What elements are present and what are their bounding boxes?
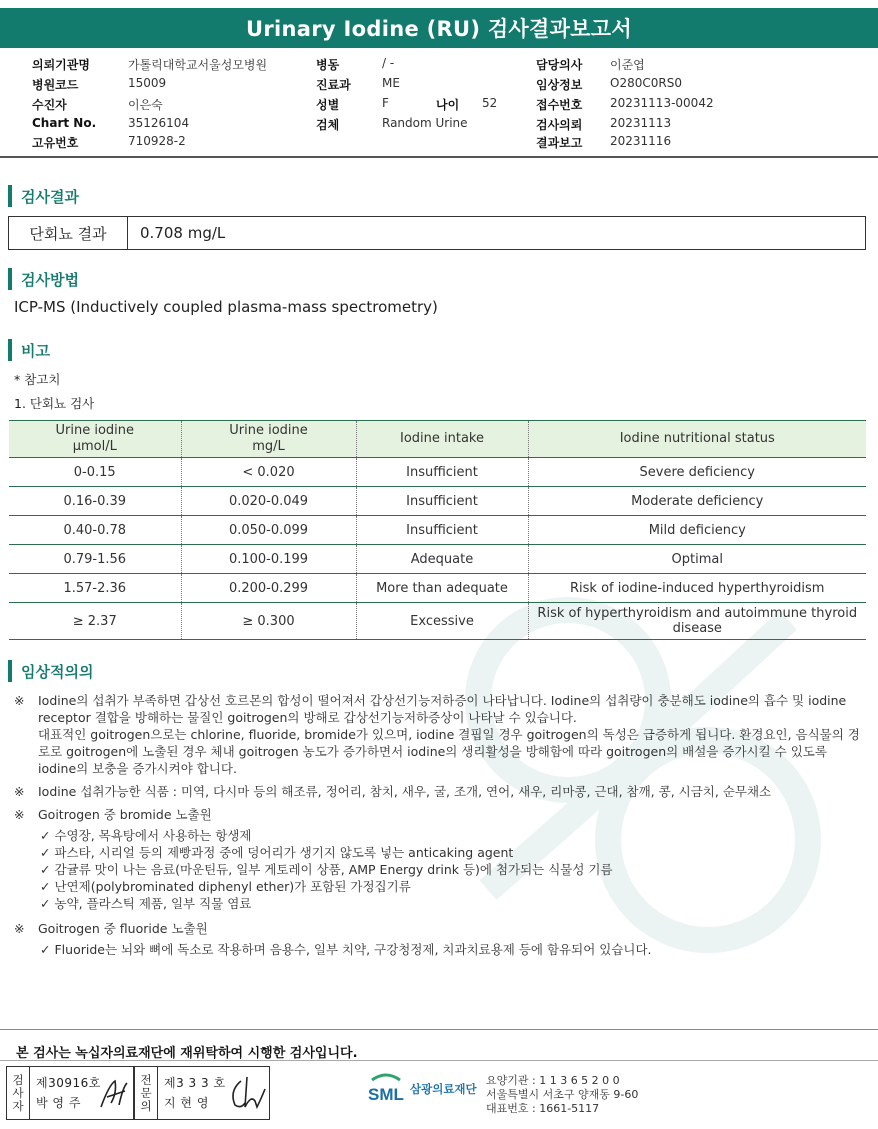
result-label: 단회뇨 결과 bbox=[9, 217, 128, 249]
examiner-role-label bbox=[7, 1067, 30, 1119]
sml-logo-name: 삼광의료재단 bbox=[410, 1082, 477, 1096]
label-report-date: 결과보고 bbox=[536, 136, 583, 150]
bromide-item bbox=[14, 878, 866, 895]
table-cell: More than adequate bbox=[356, 574, 528, 603]
label-receipt-no: 접수번호 bbox=[536, 98, 583, 112]
label-hospital-code: 병원코드 bbox=[32, 78, 79, 92]
specialist-signature bbox=[227, 1075, 267, 1113]
header-line: Urine iodine bbox=[229, 423, 308, 438]
bromide-text: 수영장, 목욕탕에서 사용하는 항생제 bbox=[54, 828, 252, 843]
examiner-name: 박 영 주 bbox=[36, 1096, 81, 1110]
label-sex: 성별 bbox=[316, 98, 340, 112]
clinical-item bbox=[14, 806, 866, 823]
reference-mark: ※ bbox=[14, 921, 25, 936]
table-cell: Adequate bbox=[356, 545, 528, 574]
value-patient: 이은숙 bbox=[128, 98, 163, 112]
sml-logo-letters: SML bbox=[368, 1085, 404, 1104]
footer-divider bbox=[0, 1029, 878, 1030]
check-icon: ✓ bbox=[40, 845, 51, 860]
value-chart-no: 35126104 bbox=[128, 116, 190, 130]
role-char: 사 bbox=[12, 1085, 24, 1100]
table-row bbox=[9, 545, 866, 574]
reference-subtitle: 1. 단회뇨 검사 bbox=[14, 396, 95, 411]
label-specimen: 검체 bbox=[316, 118, 340, 132]
header-unit: mg/L bbox=[252, 439, 285, 454]
bromide-item bbox=[14, 844, 866, 861]
header-divider bbox=[0, 156, 878, 158]
value-ward: / - bbox=[382, 56, 395, 70]
table-row bbox=[9, 487, 866, 516]
table-cell: Severe deficiency bbox=[528, 458, 866, 487]
table-cell: 0.16-0.39 bbox=[9, 487, 181, 516]
table-cell: Insufficient bbox=[356, 516, 528, 545]
org-code: 요양기관 : 1 1 3 6 5 2 0 0 bbox=[486, 1074, 620, 1087]
check-icon: ✓ bbox=[40, 879, 51, 894]
table-header-cell: Iodine nutritional status bbox=[528, 421, 866, 458]
organization-info bbox=[486, 1074, 638, 1116]
examiner-signature-box bbox=[6, 1066, 134, 1120]
fluoride-title: Goitrogen 중 fluoride 노출원 bbox=[38, 921, 208, 936]
table-cell: Mild deficiency bbox=[528, 516, 866, 545]
table-cell: Optimal bbox=[528, 545, 866, 574]
label-request-date: 검사의뢰 bbox=[536, 118, 583, 132]
header-unit: μmol/L bbox=[72, 439, 117, 454]
table-cell: ≥ 2.37 bbox=[9, 603, 181, 640]
reference-title: * 참고치 bbox=[14, 372, 61, 387]
outsourcing-note: 본 검사는 녹십자의료재단에 재위탁하여 시행한 검사입니다. bbox=[16, 1046, 358, 1061]
section-result-title: 검사결과 bbox=[8, 185, 79, 207]
reference-mark: ※ bbox=[14, 807, 25, 822]
sml-logo-mark bbox=[366, 1072, 406, 1106]
role-char: 의 bbox=[140, 1098, 152, 1113]
reference-table bbox=[9, 420, 866, 640]
value-request-date: 20231113 bbox=[610, 116, 672, 130]
section-method-title: 검사방법 bbox=[8, 268, 79, 290]
table-cell: 0.100-0.199 bbox=[181, 545, 356, 574]
section-clinical-title: 임상적의의 bbox=[8, 660, 93, 682]
value-sex: F bbox=[382, 96, 389, 110]
value-unique-no: 710928-2 bbox=[128, 134, 186, 148]
table-header-row bbox=[9, 421, 866, 458]
table-cell: Moderate deficiency bbox=[528, 487, 866, 516]
bromide-text: 난연제(polybrominated diphenyl ether)가 포함된 가정집기류 bbox=[54, 879, 411, 894]
sml-logo bbox=[366, 1072, 477, 1106]
reference-mark: ※ bbox=[14, 784, 25, 799]
result-box bbox=[8, 216, 866, 250]
table-header-cell bbox=[9, 421, 181, 458]
specialist-name: 지 현 영 bbox=[164, 1096, 209, 1110]
fluoride-item bbox=[14, 941, 866, 958]
table-row bbox=[9, 516, 866, 545]
role-char: 문 bbox=[140, 1085, 152, 1100]
label-age: 나이 bbox=[436, 98, 460, 112]
bromide-text: 농약, 플라스틱 제품, 일부 직물 염료 bbox=[54, 896, 252, 911]
specialist-license: 제3 3 3 호 bbox=[164, 1076, 226, 1090]
clinical-item bbox=[14, 920, 866, 937]
table-header-cell bbox=[181, 421, 356, 458]
table-cell: 0.40-0.78 bbox=[9, 516, 181, 545]
role-char: 검 bbox=[12, 1072, 24, 1087]
patient-info-header bbox=[32, 54, 862, 154]
table-cell: < 0.020 bbox=[181, 458, 356, 487]
label-doctor: 담당의사 bbox=[536, 58, 583, 72]
table-cell: 0.020-0.049 bbox=[181, 487, 356, 516]
label-institution: 의뢰기관명 bbox=[32, 58, 90, 72]
label-clinical-info: 임상정보 bbox=[536, 78, 583, 92]
specialist-signature-box bbox=[134, 1066, 270, 1120]
bromide-title: Goitrogen 중 bromide 노출원 bbox=[38, 807, 212, 822]
table-row bbox=[9, 603, 866, 640]
footer-divider-2 bbox=[0, 1060, 878, 1061]
bromide-item bbox=[14, 861, 866, 878]
reference-mark: ※ bbox=[14, 693, 25, 708]
check-icon: ✓ bbox=[40, 828, 51, 843]
table-cell: ≥ 0.300 bbox=[181, 603, 356, 640]
value-department: ME bbox=[382, 76, 400, 90]
clinical-paragraph: Iodine의 섭취가 부족하면 갑상선 호르몬의 합성이 떨어져서 갑상선기능저하증이 나타납니다. Iodine의 섭취량이 충분해도 iodine의 흡수 및 iodine receptor 결합을 방해하는 물질인 goitrogen의 방해로 갑상선기능저하증상이 나타날 수 있습니다. bbox=[38, 693, 847, 725]
table-cell: 1.57-2.36 bbox=[9, 574, 181, 603]
table-cell: 0.79-1.56 bbox=[9, 545, 181, 574]
table-cell: Excessive bbox=[356, 603, 528, 640]
label-unique-no: 고유번호 bbox=[32, 136, 79, 150]
header-line: Urine iodine bbox=[55, 423, 134, 438]
org-phone: 대표번호 : 1661-5117 bbox=[486, 1102, 600, 1115]
table-cell: Insufficient bbox=[356, 458, 528, 487]
fluoride-text: Fluoride는 뇌와 뼈에 독소로 작용하며 음용수, 일부 치약, 구강청정제, 치과치료용제 등에 함유되어 있습니다. bbox=[54, 942, 652, 957]
value-report-date: 20231116 bbox=[610, 134, 672, 148]
label-chart-no: Chart No. bbox=[32, 116, 97, 130]
bromide-item bbox=[14, 827, 866, 844]
method-text: ICP-MS (Inductively coupled plasma-mass spectrometry) bbox=[14, 298, 438, 316]
value-clinical-info: O280C0RS0 bbox=[610, 76, 682, 90]
table-row bbox=[9, 574, 866, 603]
label-patient: 수진자 bbox=[32, 98, 67, 112]
value-age: 52 bbox=[482, 96, 498, 110]
value-receipt-no: 20231113-00042 bbox=[610, 96, 714, 110]
label-ward: 병동 bbox=[316, 58, 340, 72]
table-cell: 0-0.15 bbox=[9, 458, 181, 487]
examiner-license: 제30916호 bbox=[36, 1076, 101, 1090]
table-cell: 0.200-0.299 bbox=[181, 574, 356, 603]
clinical-significance bbox=[14, 692, 866, 958]
table-cell: 0.050-0.099 bbox=[181, 516, 356, 545]
bromide-text: 감귤류 맛이 나는 음료(마운틴듀, 일부 게토레이 상품, AMP Energy drink 등)에 첨가되는 식물성 기름 bbox=[54, 862, 613, 877]
clinical-item bbox=[14, 783, 866, 800]
value-hospital-code: 15009 bbox=[128, 76, 167, 90]
role-char: 자 bbox=[12, 1098, 24, 1113]
report-title: Urinary Iodine (RU) 검사결과보고서 bbox=[0, 8, 878, 48]
value-doctor: 이준엽 bbox=[610, 58, 645, 72]
value-specimen: Random Urine bbox=[382, 116, 468, 130]
role-char: 전 bbox=[140, 1072, 152, 1087]
label-department: 진료과 bbox=[316, 78, 351, 92]
table-cell: Insufficient bbox=[356, 487, 528, 516]
examiner-signature bbox=[99, 1077, 131, 1111]
clinical-paragraph: Iodine 섭취가능한 식품 : 미역, 다시마 등의 해조류, 정어리, 참치, 새우, 굴, 조개, 연어, 새우, 리마콩, 근대, 참깨, 콩, 시금치, 순무채소 bbox=[38, 784, 772, 799]
table-row bbox=[9, 458, 866, 487]
table-header-cell: Iodine intake bbox=[356, 421, 528, 458]
clinical-item bbox=[14, 692, 866, 777]
value-institution: 가톨릭대학교서울성모병원 bbox=[128, 58, 268, 72]
bromide-text: 파스타, 시리얼 등의 제빵과정 중에 덩어리가 생기지 않도록 넣는 anticaking agent bbox=[54, 845, 514, 860]
org-address: 서울특별시 서초구 양재동 9-60 bbox=[486, 1088, 639, 1101]
specialist-role-label bbox=[135, 1067, 158, 1119]
section-remarks-title: 비고 bbox=[8, 339, 50, 361]
check-icon: ✓ bbox=[40, 896, 51, 911]
clinical-paragraph: 대표적인 goitrogen으로는 chlorine, fluoride, bromide가 있으며, iodine 결핍일 경우 goitrogen의 독성은 급증하게 됩니다. 환경요인, 음식물의 경로로 goitrogen에 노출된 경우 체내 goitrogen 농도가 증가하면서 iodine의 생리활성을 방해함에 따라 goitrogen의 배설을 증가시킬 수 있도록 iodine의 보충을 증가시켜야 합니다. bbox=[38, 727, 860, 776]
table-cell: Risk of iodine-induced hyperthyroidism bbox=[528, 574, 866, 603]
result-value: 0.708 mg/L bbox=[140, 224, 226, 242]
table-cell: Risk of hyperthyroidism and autoimmune thyroid disease bbox=[528, 603, 866, 640]
bromide-item bbox=[14, 895, 866, 912]
check-icon: ✓ bbox=[40, 942, 51, 957]
check-icon: ✓ bbox=[40, 862, 51, 877]
